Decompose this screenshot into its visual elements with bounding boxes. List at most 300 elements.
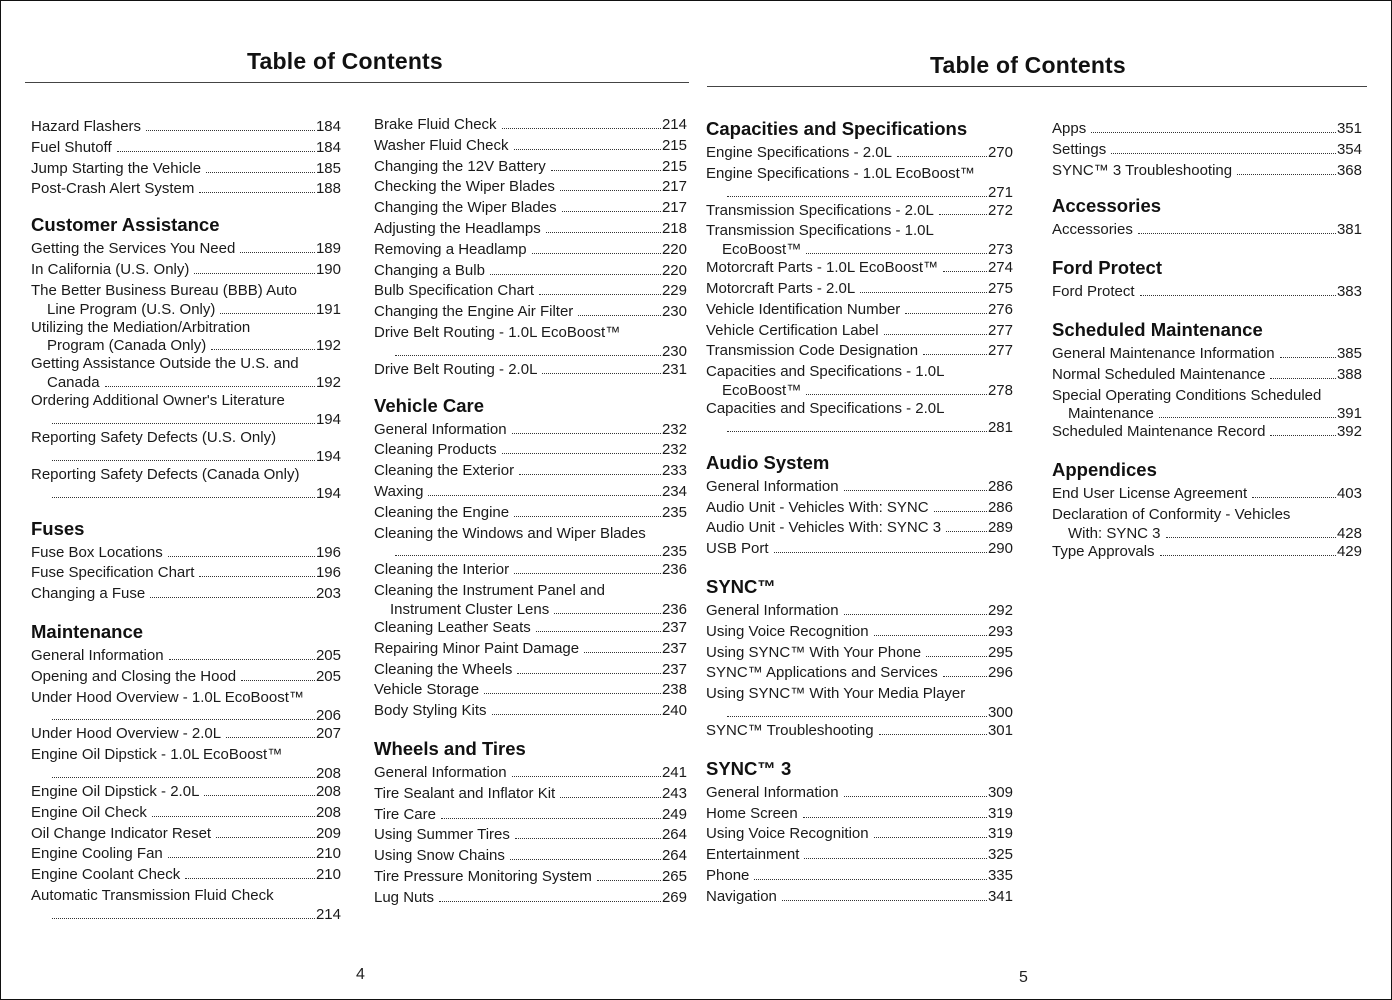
dot-leader — [492, 714, 661, 715]
entry-page-number: 429 — [1336, 542, 1362, 560]
entry-title: General Information — [706, 783, 839, 801]
toc-entry[interactable] — [374, 618, 687, 639]
toc-entry[interactable] — [1052, 220, 1362, 241]
entry-page-number: 273 — [987, 241, 1013, 259]
toc-section — [31, 214, 341, 501]
entry-title: Motorcraft Parts - 2.0L — [706, 279, 856, 297]
toc-entry[interactable] — [374, 560, 687, 581]
entry-title: Engine Specifications - 2.0L — [706, 144, 892, 161]
dot-leader — [216, 837, 315, 838]
entry-title: Cleaning the Engine — [374, 503, 510, 521]
entry-page-number: 214 — [315, 905, 341, 923]
toc-entry[interactable] — [31, 803, 341, 824]
entry-page-number: 232 — [661, 441, 687, 459]
toc-entry[interactable] — [706, 622, 1013, 643]
toc-entry[interactable] — [374, 482, 687, 503]
entry-title: USB Port — [706, 540, 769, 558]
entry-title: Engine Oil Check — [31, 803, 147, 821]
entry-page-number: 286 — [987, 477, 1013, 495]
toc-entry[interactable] — [706, 601, 1013, 622]
entry-title: Type Approvals — [1052, 542, 1155, 560]
entry-page-number: 243 — [661, 784, 687, 802]
entry-title: Scheduled Maintenance Record — [1052, 423, 1266, 441]
dot-leader — [1160, 555, 1336, 556]
entry-title: General Information — [374, 763, 507, 781]
toc-entry[interactable] — [374, 701, 687, 722]
entry-page-number: 381 — [1336, 221, 1362, 239]
entry-page-number: 192 — [315, 374, 341, 392]
entry-page-number: 278 — [987, 381, 1013, 399]
entry-page-number: 206 — [315, 707, 341, 725]
toc-entry[interactable] — [31, 354, 341, 391]
entry-title: Motorcraft Parts - 1.0L EcoBoost™ — [706, 259, 939, 277]
toc-entry[interactable] — [706, 477, 1013, 498]
toc-entry[interactable] — [374, 461, 687, 482]
toc-entry[interactable] — [706, 887, 1013, 908]
dot-leader — [879, 734, 987, 735]
dot-leader — [514, 573, 661, 574]
entry-title: Brake Fluid Check — [374, 116, 497, 133]
toc-entry[interactable] — [31, 159, 341, 180]
toc-section — [374, 738, 687, 909]
toc-entry[interactable] — [706, 824, 1013, 845]
dot-leader — [211, 349, 315, 350]
toc-entry[interactable] — [706, 866, 1013, 887]
entry-title: Bulb Specification Chart — [374, 282, 535, 300]
dot-leader — [943, 676, 987, 677]
entry-title: General Information — [706, 601, 839, 619]
toc-entry[interactable] — [374, 157, 687, 178]
entry-title: Home Screen — [706, 804, 798, 822]
entry-title: SYNC™ Troubleshooting — [706, 721, 874, 739]
entry-page-number: 264 — [661, 847, 687, 865]
entry-page-number: 217 — [661, 199, 687, 217]
toc-entry[interactable] — [706, 539, 1013, 560]
entry-page-number: 232 — [661, 420, 687, 438]
entry-page-number: 269 — [661, 888, 687, 906]
entry-title-continued: Maintenance — [1068, 405, 1154, 423]
entry-title: Transmission Specifications - 1.0L — [706, 222, 934, 240]
toc-entry[interactable] — [706, 518, 1013, 539]
entry-page-number: 391 — [1336, 405, 1362, 423]
toc-entry[interactable] — [31, 138, 341, 159]
entry-page-number: 194 — [315, 447, 341, 465]
toc-entry[interactable] — [706, 300, 1013, 321]
section-heading: Maintenance — [31, 620, 144, 642]
toc-entry[interactable] — [31, 179, 341, 200]
entry-title: Engine Oil Dipstick - 1.0L EcoBoost™ — [31, 746, 283, 764]
dot-leader — [560, 797, 661, 798]
entry-title: Cleaning the Instrument Panel and — [374, 582, 605, 600]
entry-title: Opening and Closing the Hood — [31, 667, 237, 685]
toc-entry[interactable] — [1052, 422, 1362, 443]
entry-title: Cleaning Leather Seats — [374, 618, 531, 636]
entry-page-number: 301 — [987, 721, 1013, 739]
toc-entry[interactable] — [31, 391, 341, 428]
entry-title: Engine Coolant Check — [31, 866, 181, 884]
page-title-left: Table of Contents — [247, 48, 443, 74]
toc-section — [706, 758, 1013, 908]
dot-leader — [934, 511, 987, 512]
entry-page-number: 289 — [987, 519, 1013, 537]
dot-leader — [512, 776, 661, 777]
entry-title: General Information — [31, 646, 164, 664]
entry-page-number: 292 — [987, 601, 1013, 619]
toc-entry[interactable] — [31, 318, 341, 355]
dot-leader — [1140, 295, 1336, 296]
toc-entry[interactable] — [1052, 505, 1362, 542]
toc-entry[interactable] — [31, 281, 341, 318]
toc-entry[interactable] — [31, 563, 341, 584]
entry-title: Ordering Additional Owner's Literature — [31, 392, 285, 410]
toc-entry[interactable] — [374, 115, 687, 136]
section-heading: Customer Assistance — [31, 214, 220, 236]
dot-leader — [240, 252, 315, 253]
toc-entry[interactable] — [374, 360, 687, 381]
toc-entry[interactable] — [31, 865, 341, 886]
entry-page-number: 276 — [987, 300, 1013, 318]
dot-leader — [199, 192, 315, 193]
entry-page-number: 270 — [987, 144, 1013, 161]
dot-leader — [52, 719, 315, 720]
toc-entry[interactable] — [706, 321, 1013, 342]
toc-section — [374, 115, 687, 381]
entry-title: Apps — [1052, 120, 1087, 137]
entry-page-number: 192 — [315, 337, 341, 355]
toc-entry[interactable] — [706, 721, 1013, 742]
entry-page-number: 235 — [661, 503, 687, 521]
page-number-left: 4 — [356, 966, 365, 983]
entry-page-number: 264 — [661, 826, 687, 844]
dot-leader — [727, 431, 987, 432]
toc-entry[interactable] — [374, 323, 687, 360]
entry-page-number: 295 — [987, 643, 1013, 661]
entry-page-number: 203 — [315, 585, 341, 603]
entry-title: SYNC™ Applications and Services — [706, 664, 938, 682]
entry-page-number: 185 — [315, 159, 341, 177]
dot-leader — [502, 453, 661, 454]
entry-page-number: 208 — [315, 782, 341, 800]
toc-entry[interactable] — [374, 420, 687, 441]
entry-title: Changing a Fuse — [31, 585, 146, 603]
toc-entry[interactable] — [1052, 365, 1362, 386]
dot-leader — [844, 490, 987, 491]
toc-entry[interactable] — [374, 680, 687, 701]
toc-entry[interactable] — [374, 524, 687, 561]
toc-entry[interactable] — [1052, 282, 1362, 303]
dot-leader — [502, 128, 661, 129]
toc-entry[interactable] — [706, 258, 1013, 279]
toc-entry[interactable] — [374, 888, 687, 909]
dot-leader — [185, 878, 315, 879]
toc-entry[interactable] — [31, 465, 341, 502]
toc-entry[interactable] — [31, 886, 341, 923]
entry-page-number: 293 — [987, 622, 1013, 640]
toc-entry[interactable] — [374, 136, 687, 157]
toc-entry[interactable] — [706, 804, 1013, 825]
entry-title: Automatic Transmission Fluid Check — [31, 886, 274, 904]
dot-leader — [905, 313, 987, 314]
entry-title: Reporting Safety Defects (Canada Only) — [31, 465, 300, 483]
toc-entry[interactable] — [706, 341, 1013, 362]
entry-page-number: 188 — [315, 180, 341, 198]
dot-leader — [1138, 233, 1336, 234]
dot-leader — [206, 172, 315, 173]
entry-page-number: 229 — [661, 282, 687, 300]
toc-entry[interactable] — [706, 643, 1013, 664]
entry-title-continued: EcoBoost™ — [722, 381, 802, 399]
entry-page-number: 194 — [315, 410, 341, 428]
entry-page-number: 235 — [661, 543, 687, 561]
entry-page-number: 392 — [1336, 423, 1362, 441]
toc-entry[interactable] — [1052, 161, 1362, 182]
toc-column-page4-right — [374, 115, 687, 925]
toc-entry[interactable] — [374, 198, 687, 219]
entry-title: Getting Assistance Outside the U.S. and — [31, 355, 299, 373]
toc-entry[interactable] — [706, 845, 1013, 866]
toc-entry[interactable] — [31, 239, 341, 260]
entry-title: General Maintenance Information — [1052, 344, 1275, 362]
dot-leader — [844, 796, 987, 797]
dot-leader — [519, 474, 661, 475]
toc-entry[interactable] — [374, 660, 687, 681]
entry-page-number: 385 — [1336, 344, 1362, 362]
entry-title: Using Summer Tires — [374, 826, 510, 844]
dot-leader — [806, 253, 987, 254]
entry-title: Engine Cooling Fan — [31, 845, 163, 863]
toc-entry[interactable] — [706, 783, 1013, 804]
entry-title-continued: Program (Canada Only) — [47, 337, 207, 355]
dot-leader — [874, 837, 987, 838]
entry-title: Special Operating Conditions Scheduled — [1052, 386, 1322, 404]
toc-entry[interactable] — [374, 763, 687, 784]
toc-column-page5-left — [706, 118, 1013, 924]
entry-page-number: 236 — [661, 600, 687, 618]
toc-entry[interactable] — [374, 846, 687, 867]
entry-title: Using Snow Chains — [374, 847, 505, 865]
entry-title: Vehicle Storage — [374, 681, 480, 699]
toc-entry[interactable] — [1052, 140, 1362, 161]
entry-page-number: 194 — [315, 484, 341, 502]
toc-entry[interactable] — [374, 302, 687, 323]
dot-leader — [554, 613, 661, 614]
toc-entry[interactable] — [374, 177, 687, 198]
toc-entry[interactable] — [31, 745, 341, 782]
entry-page-number: 240 — [661, 702, 687, 720]
toc-entry[interactable] — [706, 663, 1013, 684]
toc-entry[interactable] — [31, 428, 341, 465]
dot-leader — [517, 673, 661, 674]
dot-leader — [939, 214, 987, 215]
entry-page-number: 238 — [661, 681, 687, 699]
toc-entry[interactable] — [374, 281, 687, 302]
toc-entry[interactable] — [374, 440, 687, 461]
dot-leader — [597, 880, 661, 881]
dot-leader — [923, 354, 987, 355]
entry-title: General Information — [706, 477, 839, 495]
entry-title: Body Styling Kits — [374, 702, 487, 720]
dot-leader — [804, 858, 987, 859]
entry-title: Fuel Shutoff — [31, 138, 112, 156]
dot-leader — [532, 253, 661, 254]
dot-leader — [512, 433, 661, 434]
dot-leader — [150, 597, 315, 598]
toc-entry[interactable] — [374, 219, 687, 240]
toc-entry[interactable] — [706, 399, 1013, 436]
toc-entry[interactable] — [1052, 484, 1362, 505]
entry-title: Changing a Bulb — [374, 261, 485, 279]
entry-title: Post-Crash Alert System — [31, 180, 195, 198]
dot-leader — [220, 313, 315, 314]
dot-leader — [1166, 537, 1336, 538]
entry-title: Changing the 12V Battery — [374, 157, 546, 175]
entry-page-number: 205 — [315, 667, 341, 685]
entry-title: Drive Belt Routing - 2.0L — [374, 360, 538, 378]
dot-leader — [897, 156, 987, 157]
toc-entry[interactable] — [374, 784, 687, 805]
toc-entry[interactable] — [706, 143, 1013, 164]
dot-leader — [168, 556, 315, 557]
entry-title: Audio Unit - Vehicles With: SYNC — [706, 498, 929, 516]
dot-leader — [490, 274, 661, 275]
entry-title: Reporting Safety Defects (U.S. Only) — [31, 428, 277, 446]
toc-entry[interactable] — [374, 240, 687, 261]
toc-entry[interactable] — [31, 667, 341, 688]
toc-entry[interactable] — [31, 260, 341, 281]
entry-page-number: 351 — [1336, 120, 1362, 137]
dot-leader — [204, 795, 315, 796]
entry-title-continued: EcoBoost™ — [722, 241, 802, 259]
entry-page-number: 189 — [315, 240, 341, 258]
entry-page-number: 208 — [315, 803, 341, 821]
toc-entry[interactable] — [706, 498, 1013, 519]
dot-leader — [439, 901, 661, 902]
page-number-right: 5 — [1019, 969, 1028, 986]
entry-title: Lug Nuts — [374, 888, 435, 906]
toc-entry[interactable] — [1052, 542, 1362, 563]
dot-leader — [803, 817, 987, 818]
toc-entry[interactable] — [31, 824, 341, 845]
toc-entry[interactable] — [1052, 119, 1362, 140]
dot-leader — [860, 292, 987, 293]
entry-page-number: 309 — [987, 783, 1013, 801]
entry-page-number: 191 — [315, 300, 341, 318]
entry-title: Removing a Headlamp — [374, 240, 527, 258]
entry-page-number: 214 — [661, 116, 687, 133]
dot-leader — [117, 151, 315, 152]
toc-entry[interactable] — [31, 844, 341, 865]
dot-leader — [844, 614, 987, 615]
dot-leader — [551, 170, 661, 171]
toc-entry[interactable] — [706, 362, 1013, 399]
dot-leader — [194, 273, 315, 274]
dot-leader — [226, 737, 315, 738]
entry-title: Changing the Wiper Blades — [374, 199, 557, 217]
entry-title: Declaration of Conformity - Vehicles — [1052, 505, 1291, 523]
dot-leader — [52, 777, 315, 778]
dot-leader — [946, 531, 987, 532]
dot-leader — [514, 149, 661, 150]
entry-title: Hazard Flashers — [31, 118, 142, 135]
entry-page-number: 207 — [315, 725, 341, 743]
entry-title: Normal Scheduled Maintenance — [1052, 365, 1266, 383]
entry-page-number: 237 — [661, 660, 687, 678]
entry-page-number: 233 — [661, 462, 687, 480]
entry-title: Using Voice Recognition — [706, 825, 869, 843]
toc-entry[interactable] — [31, 543, 341, 564]
entry-page-number: 237 — [661, 618, 687, 636]
toc-entry[interactable] — [706, 279, 1013, 300]
section-heading: Wheels and Tires — [374, 737, 526, 759]
toc-entry[interactable] — [31, 117, 341, 138]
entry-page-number: 290 — [987, 540, 1013, 558]
toc-entry[interactable] — [706, 684, 1013, 721]
entry-page-number: 209 — [315, 824, 341, 842]
entry-title: Tire Care — [374, 805, 436, 823]
toc-entry[interactable] — [374, 261, 687, 282]
dot-leader — [1091, 132, 1336, 133]
entry-page-number: 196 — [315, 543, 341, 561]
toc-entry[interactable] — [706, 221, 1013, 258]
entry-title: Using Voice Recognition — [706, 622, 869, 640]
entry-title: Utilizing the Mediation/Arbitration — [31, 318, 251, 336]
title-rule-right — [707, 86, 1367, 87]
dot-leader — [542, 373, 661, 374]
toc-entry[interactable] — [706, 201, 1013, 222]
entry-title: Cleaning the Wheels — [374, 660, 513, 678]
entry-page-number: 319 — [987, 804, 1013, 822]
dot-leader — [1270, 435, 1335, 436]
section-heading: Scheduled Maintenance — [1052, 318, 1263, 340]
toc-entry[interactable] — [31, 724, 341, 745]
toc-entry[interactable] — [1052, 344, 1362, 365]
entry-title: Transmission Code Designation — [706, 342, 919, 360]
toc-section — [1052, 319, 1362, 443]
toc-entry[interactable] — [31, 584, 341, 605]
toc-entry[interactable] — [374, 503, 687, 524]
entry-title-continued: Instrument Cluster Lens — [390, 600, 550, 618]
toc-entry[interactable] — [31, 782, 341, 803]
toc-entry[interactable] — [31, 688, 341, 725]
entry-page-number: 210 — [315, 845, 341, 863]
entry-page-number: 300 — [987, 703, 1013, 721]
entry-title: Phone — [706, 866, 750, 884]
entry-title-continued: With: SYNC 3 — [1068, 524, 1161, 542]
dot-leader — [1252, 497, 1336, 498]
toc-entry[interactable] — [374, 639, 687, 660]
dot-leader — [754, 879, 987, 880]
toc-entry[interactable] — [706, 164, 1013, 201]
dot-leader — [727, 716, 987, 717]
toc-entry[interactable] — [1052, 386, 1362, 423]
entry-page-number: 184 — [315, 138, 341, 156]
entry-title: Repairing Minor Paint Damage — [374, 639, 580, 657]
entry-page-number: 218 — [661, 219, 687, 237]
dot-leader — [1159, 417, 1336, 418]
toc-entry[interactable] — [374, 581, 687, 618]
toc-entry[interactable] — [31, 646, 341, 667]
toc-entry[interactable] — [374, 825, 687, 846]
dot-leader — [514, 516, 661, 517]
toc-entry[interactable] — [374, 867, 687, 888]
entry-page-number: 217 — [661, 178, 687, 196]
entry-page-number: 234 — [661, 482, 687, 500]
dot-leader — [884, 334, 987, 335]
toc-entry[interactable] — [374, 805, 687, 826]
section-heading: Audio System — [706, 451, 830, 473]
section-heading: Accessories — [1052, 195, 1162, 217]
toc-section — [1052, 119, 1362, 181]
